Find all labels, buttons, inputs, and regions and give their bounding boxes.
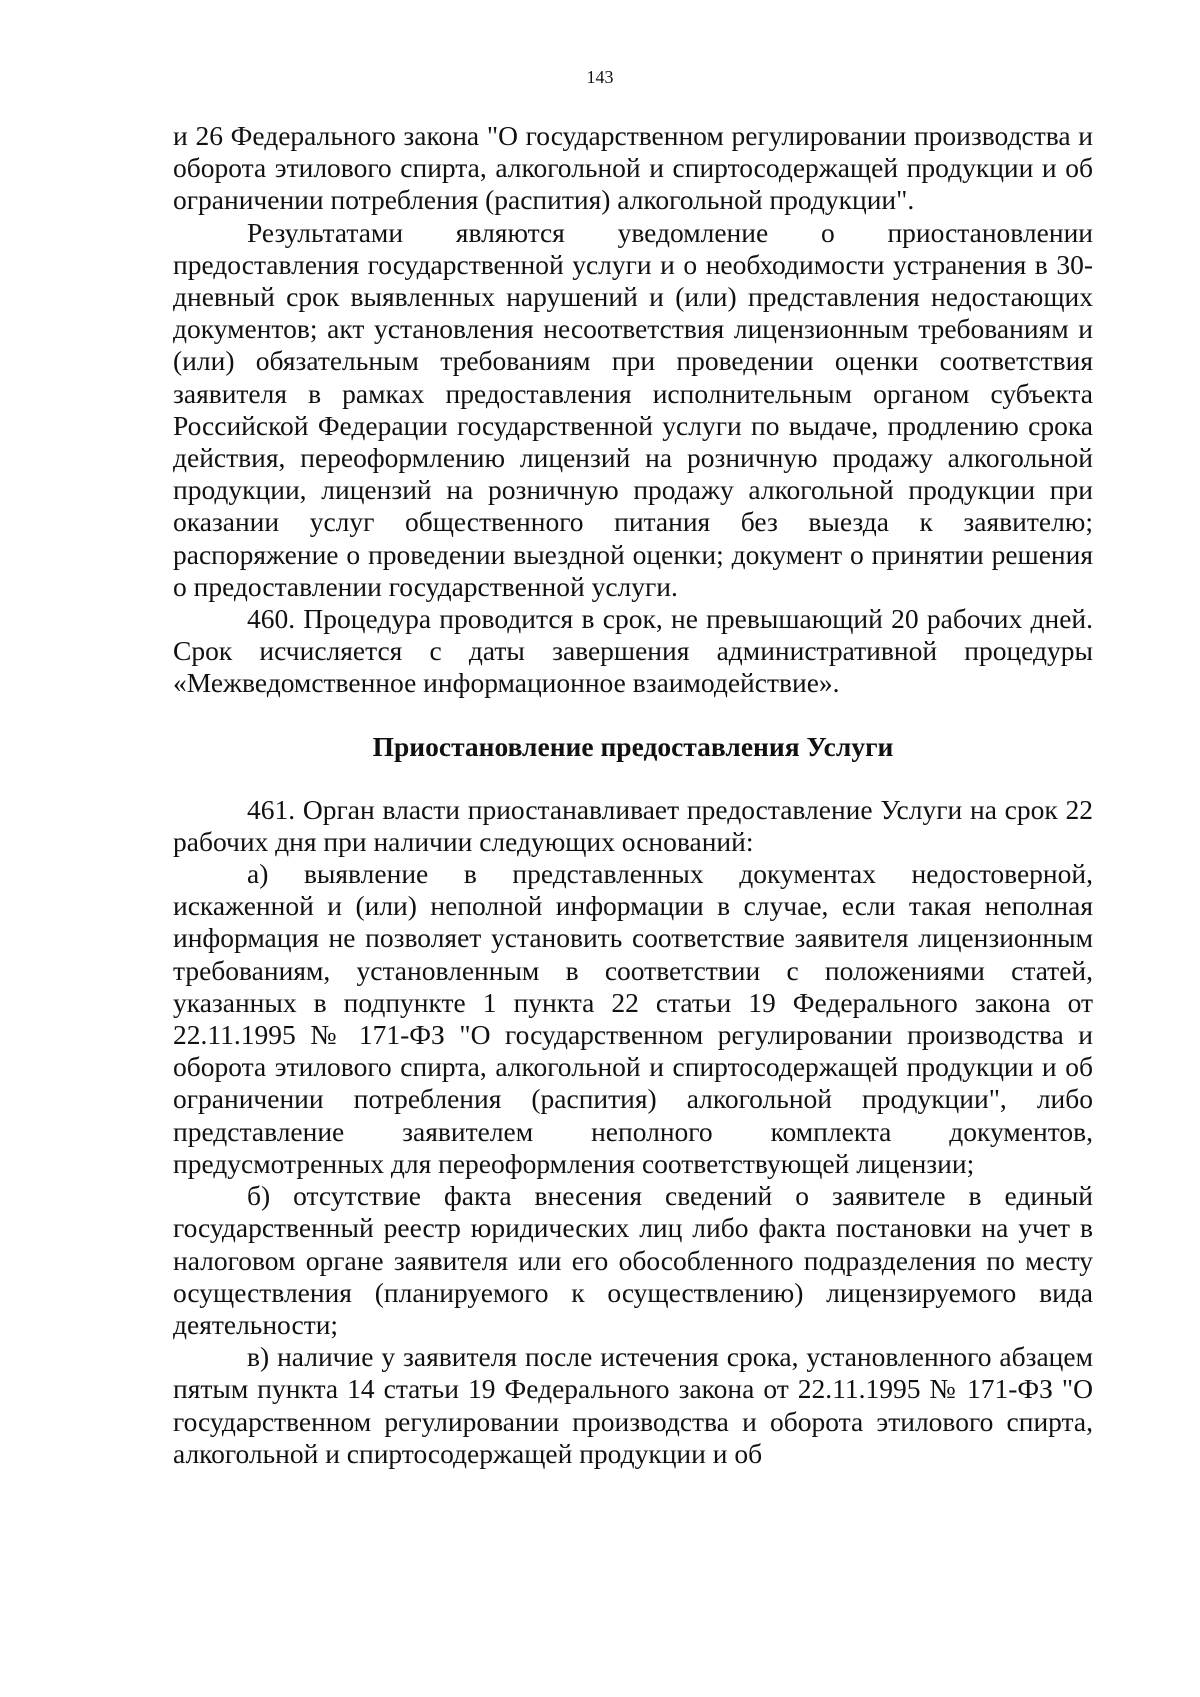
list-item-v: в) наличие у заявителя после истечения срока, установленного абзацем пятым пункта 14 статьи 19 Федерального закона от 22.11.1995 № 171-ФЗ "О государственном регулировании производства и оборота этилового спирта, алкогольной и спиртосодержащей продукции и об — [173, 1341, 1093, 1469]
list-item-b: б) отсутствие факта внесения сведений о заявителе в единый государственный реестр юридических лиц либо факта постановки на учет в налоговом органе заявителя или его обособленного подразделения по месту осуществления (планируемого к осуществлению) лицензируемого вида деятельности; — [173, 1180, 1093, 1340]
document-body — [173, 120, 1093, 1470]
page-number: 143 — [586, 67, 614, 87]
paragraph-results: Результатами являются уведомление о приостановлении предоставления государственной услуги и о необходимости устранения в 30-дневный срок выявленных нарушений и (или) представления недостающих документов; акт установления несоответствия лицензионным требованиям и (или) обязательным требованиям при проведении оценки соответствия заявителя в рамках предоставления исполнительным органом субъекта Российской Федерации государственной услуги по выдаче, продлению срока действия, переоформлению лицензий на розничную продажу алкогольной продукции, лицензий на розничную продажу алкогольной продукции при оказании услуг общественного питания без выезда к заявителю; распоряжение о проведении выездной оценки; документ о принятии решения о предоставлении государственной услуги. — [173, 216, 1093, 602]
paragraph-continuation: и 26 Федерального закона "О государственном регулировании производства и оборота этилового спирта, алкогольной и спиртосодержащей продукции и об ограничении потребления (распития) алкогольной продукции". — [173, 120, 1093, 216]
list-item-a: а) выявление в представленных документах недостоверной, искаженной и (или) неполной информации в случае, если такая неполная информация не позволяет установить соответствие заявителя лицензионным требованиям, установленным в соответствии с положениями статей, указанных в подпункте 1 пункта 22 статьи 19 Федерального закона от 22.11.1995 № 171-ФЗ "О государственном регулировании производства и оборота этилового спирта, алкогольной и спиртосодержащей продукции и об ограничении потребления (распития) алкогольной продукции", либо представление заявителем неполного комплекта документов, предусмотренных для переоформления соответствующей лицензии; — [173, 858, 1093, 1179]
section-heading: Приостановление предоставления Услуги — [372, 730, 894, 762]
paragraph-460: 460. Процедура проводится в срок, не превышающий 20 рабочих дней. Срок исчисляется с даты завершения административной процедуры «Межведомственное информационное взаимодействие». — [173, 603, 1093, 699]
paragraph-461: 461. Орган власти приостанавливает предоставление Услуги на срок 22 рабочих дня при наличии следующих оснований: — [173, 793, 1093, 857]
